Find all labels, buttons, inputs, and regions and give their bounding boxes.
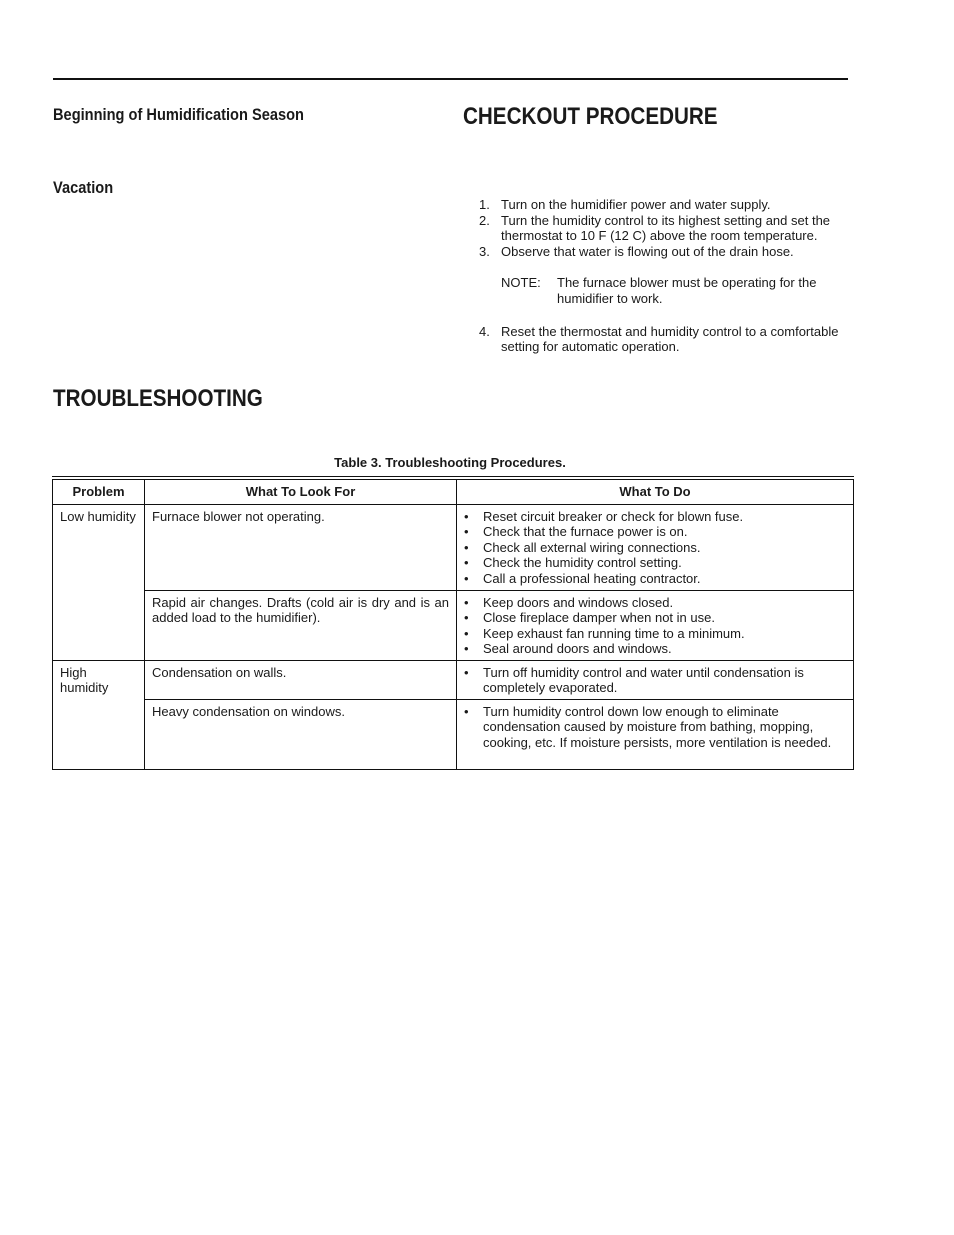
- checkout-step: [479, 213, 849, 244]
- step-number: 1.: [479, 197, 490, 212]
- list-item: • Check all external wiring connections.: [464, 539, 701, 555]
- heading-beginning-of-season: Beginning of Humidification Season: [53, 105, 304, 124]
- look-for-cell: Condensation on walls.: [145, 661, 457, 700]
- list-item: • Check that the furnace power is on.: [464, 524, 688, 540]
- checkout-step: [479, 197, 849, 213]
- top-divider: [53, 78, 848, 80]
- checkout-steps-list: [479, 197, 849, 355]
- step-text: Reset the thermostat and humidity control to a comfortable setting for automatic operation.: [501, 323, 839, 355]
- note-label: NOTE:: [501, 275, 541, 291]
- step-text: Turn the humidity control to its highest setting and set the thermostat to 10 F (12 C) above the room temperature.: [501, 212, 831, 244]
- list-item: • Check the humidity control setting.: [464, 555, 682, 571]
- what-to-do-cell: [457, 661, 854, 700]
- look-for-cell: Heavy condensation on windows.: [145, 700, 457, 770]
- list-item: • Keep doors and windows closed.: [464, 595, 674, 610]
- table-row: [53, 700, 854, 770]
- list-item: • Reset circuit breaker or check for blown fuse.: [464, 509, 744, 524]
- table-row: [53, 505, 854, 591]
- step-number: 2.: [479, 212, 490, 228]
- what-to-do-cell: [457, 700, 854, 770]
- look-for-cell: Rapid air changes. Drafts (cold air is dry and is an added load to the humidifier).: [145, 591, 457, 661]
- problem-cell: High humidity: [53, 661, 145, 770]
- list-item: • Seal around doors and windows.: [464, 641, 672, 657]
- table-top-rule: [52, 476, 854, 477]
- step-text: Turn on the humidifier power and water supply.: [501, 197, 771, 212]
- step-text: Observe that water is flowing out of the drain hose.: [501, 243, 794, 259]
- what-to-do-cell: [457, 591, 854, 661]
- step-number: 3.: [479, 243, 490, 259]
- list-item: • Close fireplace damper when not in use.: [464, 610, 715, 626]
- troubleshooting-table: [52, 479, 854, 770]
- header-problem: Problem: [53, 480, 145, 505]
- list-item: • Turn humidity control down low enough to eliminate condensation caused by moisture from bathing, mopping, cooking, etc. If moisture persists, more ventilation is needed.: [464, 704, 832, 750]
- step-number: 4.: [479, 323, 490, 339]
- heading-vacation: Vacation: [53, 178, 114, 197]
- list-item: • Turn off humidity control and water until condensation is completely evaporated.: [464, 665, 804, 696]
- note-text: The furnace blower must be operating for the humidifier to work.: [557, 275, 817, 306]
- header-what-to-look-for: What To Look For: [145, 480, 457, 505]
- list-item: • Call a professional heating contractor.: [464, 570, 701, 586]
- list-item: • Keep exhaust fan running time to a minimum.: [464, 625, 745, 641]
- checkout-note: [501, 275, 849, 306]
- checkout-step: [479, 324, 849, 355]
- table-header-row: [53, 480, 854, 505]
- what-to-do-cell: [457, 505, 854, 591]
- heading-checkout-procedure: CHECKOUT PROCEDURE: [463, 103, 718, 130]
- look-for-cell: Furnace blower not operating.: [145, 505, 457, 591]
- header-what-to-do: What To Do: [457, 480, 854, 505]
- checkout-step: [479, 244, 849, 260]
- heading-troubleshooting: TROUBLESHOOTING: [53, 385, 263, 412]
- table-caption: Table 3. Troubleshooting Procedures.: [334, 455, 566, 470]
- table-row: [53, 591, 854, 661]
- table-row: [53, 661, 854, 700]
- problem-cell: Low humidity: [53, 505, 145, 661]
